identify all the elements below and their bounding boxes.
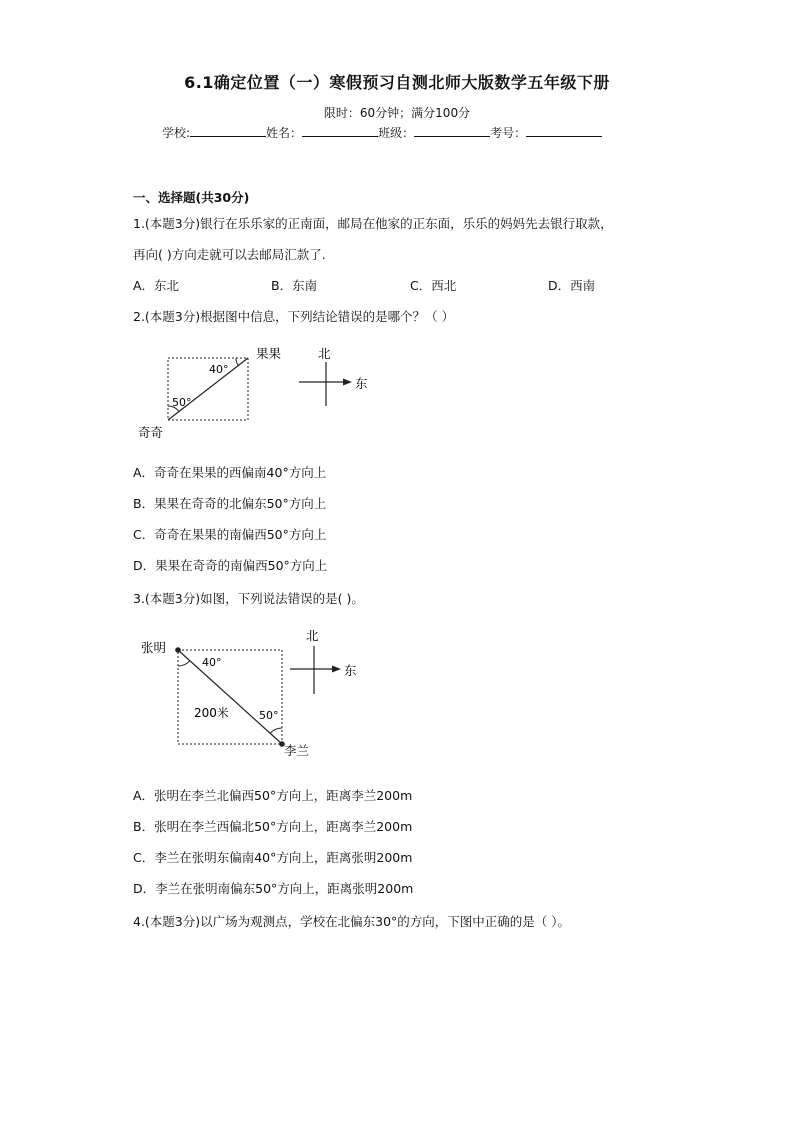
school-blank[interactable] [190,124,266,137]
q2-option-a[interactable]: A．奇奇在果果的西偏南40°方向上 [133,465,327,480]
class-blank[interactable] [414,124,490,137]
q3-stem: 3.(本题3分)如图，下列说法错误的是( )。 [133,591,364,606]
name-label: 姓名： [266,126,303,140]
q3-angle-top-label: 40° [202,656,222,669]
q2-angle-bottom-label: 50° [172,396,192,409]
q2-option-c[interactable]: C．奇奇在果果的南偏西50°方向上 [133,527,327,542]
q2-connecting-line [168,358,248,420]
q3-top-angle-arc [178,661,190,666]
q3-option-d[interactable]: D．李兰在张明南偏东50°方向上，距离张明200m [133,881,414,896]
q1-stem-line2: 再向( )方向走就可以去邮局汇款了. [133,247,326,262]
q2-option-b[interactable]: B．果果在奇奇的北偏东50°方向上 [133,496,327,511]
q2-top-angle-arc [236,358,239,366]
class-label: 班级： [378,126,415,140]
q3-distance-label: 200米 [194,706,229,720]
q2-option-d[interactable]: D．果果在奇奇的南偏西50°方向上 [133,558,328,573]
q3-option-a[interactable]: A．张明在李兰北偏西50°方向上，距离李兰200m [133,788,413,803]
q3-north-label: 北 [306,628,319,643]
q2-east-label: 东 [355,376,368,391]
q3-option-c[interactable]: C．李兰在张明东偏南40°方向上，距离张明200m [133,850,413,865]
name-blank[interactable] [302,124,378,137]
q1-stem-line1: 1.(本题3分)银行在乐乐家的正南面，邮局在他家的正东面，乐乐的妈妈先去银行取款， [133,216,613,231]
exam-number-blank[interactable] [526,124,602,137]
q3-option-b[interactable]: B．张明在李兰西偏北50°方向上，距离李兰200m [133,819,413,834]
exam-subtitle: 限时：60分钟；满分100分 [323,106,471,120]
q2-east-arrow-icon [343,379,352,386]
q2-qiqi-label: 奇奇 [138,425,164,440]
exam-number-label: 考号： [490,126,527,140]
student-info-line [162,124,602,141]
section-heading: 一、选择题(共30分) [133,190,250,205]
q2-stem: 2.(本题3分)根据图中信息，下列结论错误的是哪个？（ ） [133,309,455,324]
q3-lilan-label: 李兰 [284,743,310,758]
q3-zhangming-point [175,647,181,653]
q1-option-a[interactable]: A．东北 [133,278,180,293]
q3-diagram [130,622,370,762]
q1-option-c[interactable]: C．西北 [410,278,457,293]
q3-connecting-line [178,650,282,744]
q1-option-d[interactable]: D．西南 [548,278,596,293]
page-title: 6.1确定位置（一）寒假预习自测北师大版数学五年级下册 [184,73,610,92]
q2-north-label: 北 [318,346,331,361]
q3-east-label: 东 [344,663,357,678]
q3-zhangming-label: 张明 [141,640,167,655]
q4-stem: 4.(本题3分)以广场为观测点，学校在北偏东30°的方向，下图中正确的是（ ）。 [133,914,571,929]
school-label: 学校: [162,126,191,140]
q3-east-arrow-icon [332,666,341,673]
q2-diagram [130,340,390,445]
q2-guoguo-label: 果果 [256,346,282,361]
q3-angle-bottom-label: 50° [259,709,279,722]
q1-option-b[interactable]: B．东南 [271,278,318,293]
q3-bottom-angle-arc [270,728,282,733]
q2-angle-top-label: 40° [209,363,229,376]
